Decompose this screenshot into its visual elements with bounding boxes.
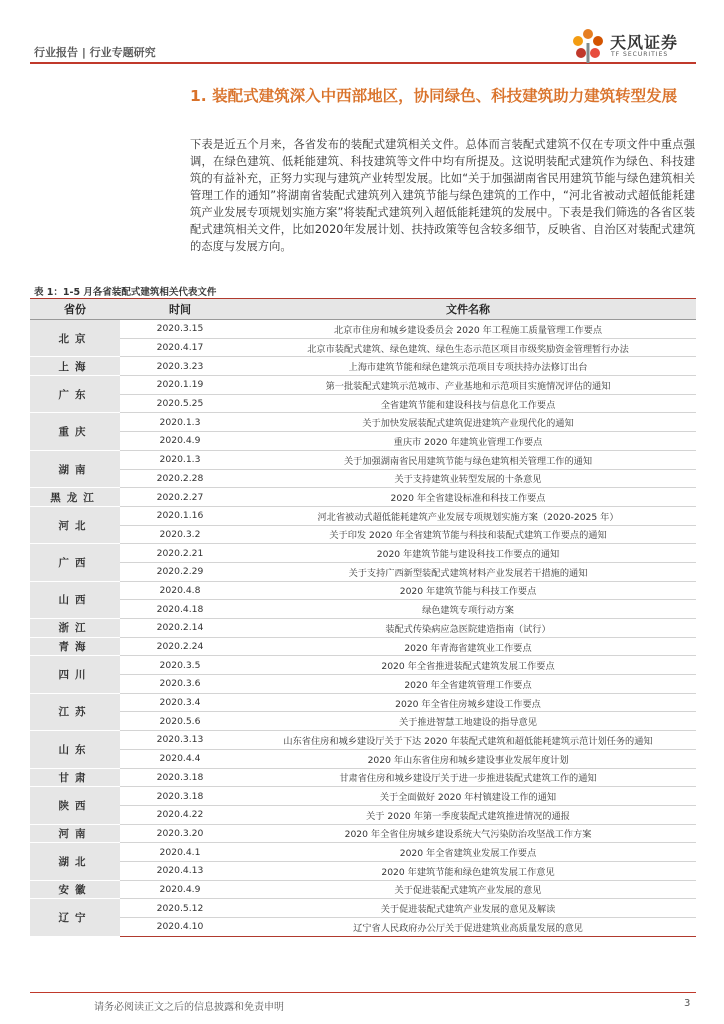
document-name-cell: 2020 年全省建筑管理工作要点 (240, 675, 696, 694)
date-cell: 2020.4.4 (120, 749, 240, 768)
province-cell: 广西 (30, 544, 120, 581)
date-cell: 2020.5.25 (120, 394, 240, 413)
document-name-cell: 北京市装配式建筑、绿色建筑、绿色生态示范区项目市级奖励资金管理暂行办法 (240, 338, 696, 357)
province-cell: 青海 (30, 637, 120, 656)
table-body (30, 320, 696, 937)
document-name-cell: 关于促进装配式建筑产业发展的意见及解读 (240, 899, 696, 918)
document-name-cell: 2020 年建筑节能和绿色建筑发展工作意见 (240, 861, 696, 880)
date-cell: 2020.4.9 (120, 432, 240, 451)
header-doc-name: 文件名称 (240, 299, 696, 320)
document-name-cell: 北京市住房和城乡建设委员会 2020 年工程施工质量管理工作要点 (240, 320, 696, 339)
table-row (30, 469, 696, 488)
province-cell: 重庆 (30, 413, 120, 450)
document-name-cell: 关于全面做好 2020 年村镇建设工作的通知 (240, 787, 696, 806)
table-row (30, 656, 696, 675)
document-name-cell: 2020 年建筑节能与建设科技工作要点的通知 (240, 544, 696, 563)
table-row (30, 731, 696, 750)
date-cell: 2020.4.10 (120, 918, 240, 937)
logo-chinese-name: 天风证券 (610, 33, 679, 52)
document-name-cell: 河北省被动式超低能耗建筑产业发展专项规划实施方案（2020-2025 年） (240, 506, 696, 525)
document-name-cell: 关于支持建筑业转型发展的十条意见 (240, 469, 696, 488)
document-name-cell: 山东省住房和城乡建设厅关于下达 2020 年装配式建筑和超低能耗建筑示范计划任务的通知 (240, 731, 696, 750)
date-cell: 2020.3.18 (120, 787, 240, 806)
document-name-cell: 关于 2020 年第一季度装配式建筑推进情况的通报 (240, 805, 696, 824)
date-cell: 2020.3.6 (120, 675, 240, 694)
table-row (30, 320, 696, 339)
date-cell: 2020.3.5 (120, 656, 240, 675)
table-row (30, 413, 696, 432)
document-name-cell: 2020 年全省住房城乡建设系统大气污染防治攻坚战工作方案 (240, 824, 696, 843)
province-cell: 河北 (30, 506, 120, 543)
table-row (30, 488, 696, 507)
date-cell: 2020.2.28 (120, 469, 240, 488)
province-cell: 上海 (30, 357, 120, 376)
footer-disclaimer: 请务必阅读正文之后的信息披露和免责申明 (94, 1002, 284, 1013)
date-cell: 2020.2.27 (120, 488, 240, 507)
province-cell: 北京 (30, 320, 120, 357)
date-cell: 2020.5.12 (120, 899, 240, 918)
document-name-cell: 关于加强湖南省民用建筑节能与绿色建筑相关管理工作的通知 (240, 450, 696, 469)
table-row (30, 918, 696, 937)
table-row (30, 787, 696, 806)
date-cell: 2020.3.13 (120, 731, 240, 750)
section-title: 1. 装配式建筑深入中西部地区，协同绿色、科技建筑助力建筑转型发展 (190, 87, 678, 105)
table-row (30, 357, 696, 376)
province-cell: 甘肃 (30, 768, 120, 787)
date-cell: 2020.3.4 (120, 693, 240, 712)
table-row (30, 637, 696, 656)
date-cell: 2020.2.21 (120, 544, 240, 563)
date-cell: 2020.1.3 (120, 413, 240, 432)
table-row (30, 861, 696, 880)
province-cell: 陕西 (30, 787, 120, 824)
document-name-cell: 甘肃省住房和城乡建设厅关于进一步推进装配式建筑工作的通知 (240, 768, 696, 787)
province-cell: 安徽 (30, 880, 120, 899)
table-row (30, 338, 696, 357)
province-cell: 河南 (30, 824, 120, 843)
table-row (30, 376, 696, 395)
date-cell: 2020.4.8 (120, 581, 240, 600)
table-row (30, 768, 696, 787)
date-cell: 2020.3.18 (120, 768, 240, 787)
date-cell: 2020.1.19 (120, 376, 240, 395)
table-row (30, 675, 696, 694)
province-cell: 浙江 (30, 619, 120, 638)
table-row (30, 899, 696, 918)
date-cell: 2020.3.20 (120, 824, 240, 843)
page-number: 3 (684, 998, 691, 1009)
document-name-cell: 2020 年建筑节能与科技工作要点 (240, 581, 696, 600)
policy-table (30, 298, 696, 937)
report-breadcrumb: 行业报告 | 行业专题研究 (34, 46, 156, 59)
table-row (30, 450, 696, 469)
province-cell: 四川 (30, 656, 120, 693)
table-row (30, 880, 696, 899)
table-row (30, 824, 696, 843)
province-cell: 江苏 (30, 693, 120, 730)
date-cell: 2020.1.16 (120, 506, 240, 525)
table-row (30, 749, 696, 768)
date-cell: 2020.4.22 (120, 805, 240, 824)
table-row (30, 581, 696, 600)
date-cell: 2020.3.15 (120, 320, 240, 339)
logo-english-name: TF SECURITIES (611, 51, 669, 58)
date-cell: 2020.4.1 (120, 843, 240, 862)
table-row (30, 843, 696, 862)
province-cell: 山东 (30, 731, 120, 768)
header-province: 省份 (30, 299, 120, 320)
document-name-cell: 2020 年全省推进装配式建筑发展工作要点 (240, 656, 696, 675)
document-name-cell: 2020 年全省建筑业发展工作要点 (240, 843, 696, 862)
date-cell: 2020.4.9 (120, 880, 240, 899)
date-cell: 2020.2.14 (120, 619, 240, 638)
document-name-cell: 辽宁省人民政府办公厅关于促进建筑业高质量发展的意见 (240, 918, 696, 937)
table-row (30, 619, 696, 638)
document-name-cell: 2020 年全省建设标准和科技工作要点 (240, 488, 696, 507)
date-cell: 2020.5.6 (120, 712, 240, 731)
date-cell: 2020.2.24 (120, 637, 240, 656)
date-cell: 2020.4.18 (120, 600, 240, 619)
province-cell: 山西 (30, 581, 120, 618)
table-row (30, 525, 696, 544)
date-cell: 2020.2.29 (120, 562, 240, 581)
province-cell: 辽宁 (30, 899, 120, 936)
table-row (30, 432, 696, 451)
document-name-cell: 关于推进智慧工地建设的指导意见 (240, 712, 696, 731)
document-name-cell: 关于印发 2020 年全省建筑节能与科技和装配式建筑工作要点的通知 (240, 525, 696, 544)
date-cell: 2020.3.23 (120, 357, 240, 376)
table-row (30, 506, 696, 525)
footer-divider (30, 992, 696, 993)
document-name-cell: 第一批装配式建筑示范城市、产业基地和示范项目实施情况评估的通知 (240, 376, 696, 395)
section-paragraph: 下表是近五个月来，各省发布的装配式建筑相关文件。总体而言装配式建筑不仅在专项文件中重点强调，在绿色建筑、低耗能建筑、科技建筑等文件中均有所提及。这说明装配式建筑作为绿色、科技建筑的有益补充，正努力实现与建筑产业转型发展。比如“关于加强湖南省民用建筑节能与绿色建筑相关管理工作的通知”将湖南省装配式建筑列入建筑节能与绿色建筑的工作中，“河北省被动式超低能耗建筑产业发展专项规划实施方案”将装配式建筑列入超低能耗建筑的发展中。下表是我们筛选的各省区装配式建筑相关文件，比如2020年发展计划、扶持政策等包含较多细节，反映省、自治区对装配式建筑的态度与发展方向。 (190, 138, 695, 253)
province-cell: 湖南 (30, 450, 120, 487)
province-cell: 黑龙江 (30, 488, 120, 507)
province-cell: 湖北 (30, 843, 120, 880)
company-logo (570, 26, 710, 66)
document-name-cell: 关于促进装配式建筑产业发展的意见 (240, 880, 696, 899)
date-cell: 2020.4.13 (120, 861, 240, 880)
document-name-cell: 全省建筑节能和建设科技与信息化工作要点 (240, 394, 696, 413)
table-row (30, 693, 696, 712)
table-row (30, 394, 696, 413)
table-header-row (30, 299, 696, 320)
document-name-cell: 关于加快发展装配式建筑促进建筑产业现代化的通知 (240, 413, 696, 432)
table-row (30, 712, 696, 731)
date-cell: 2020.3.2 (120, 525, 240, 544)
document-name-cell: 上海市建筑节能和绿色建筑示范项目专项扶持办法修订出台 (240, 357, 696, 376)
document-name-cell: 装配式传染病应急医院建造指南（试行） (240, 619, 696, 638)
date-cell: 2020.1.3 (120, 450, 240, 469)
header-time: 时间 (120, 299, 240, 320)
table-title: 表 1：1-5 月各省装配式建筑相关代表文件 (34, 287, 217, 298)
table-row (30, 805, 696, 824)
document-name-cell: 2020 年全省住房城乡建设工作要点 (240, 693, 696, 712)
logo-flower-icon (570, 26, 606, 64)
date-cell: 2020.4.17 (120, 338, 240, 357)
table-row (30, 562, 696, 581)
province-cell: 广东 (30, 376, 120, 413)
document-name-cell: 2020 年青海省建筑业工作要点 (240, 637, 696, 656)
document-name-cell: 关于支持广西新型装配式建筑材料产业发展若干措施的通知 (240, 562, 696, 581)
document-name-cell: 绿色建筑专项行动方案 (240, 600, 696, 619)
table-row (30, 600, 696, 619)
document-name-cell: 重庆市 2020 年建筑业管理工作要点 (240, 432, 696, 451)
table-row (30, 544, 696, 563)
document-name-cell: 2020 年山东省住房和城乡建设事业发展年度计划 (240, 749, 696, 768)
